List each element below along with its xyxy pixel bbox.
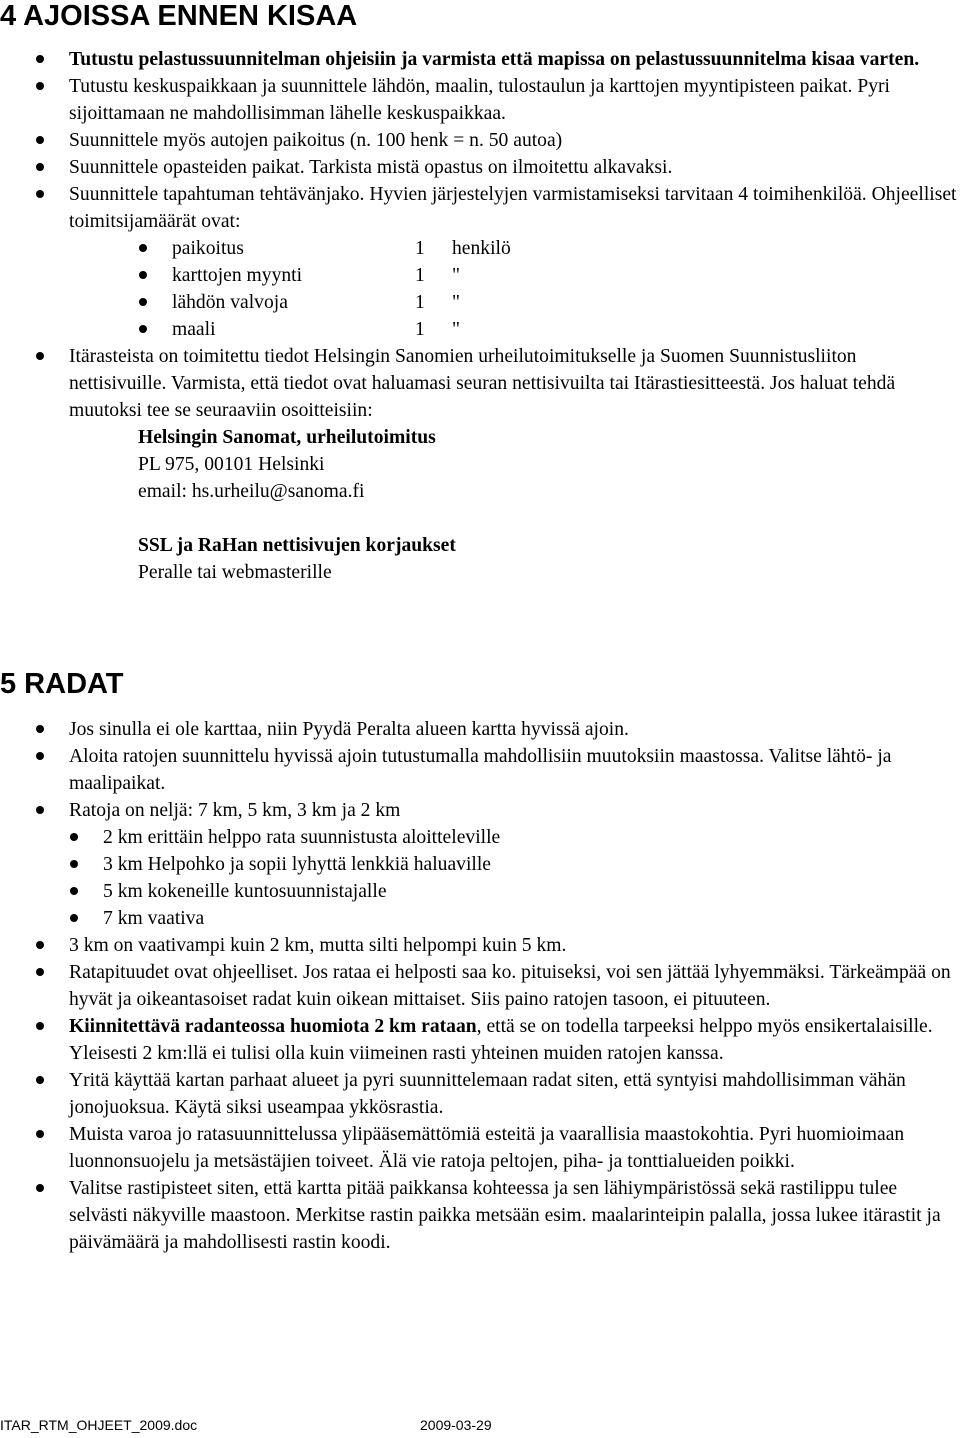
role-row — [69, 289, 958, 316]
address-2-name: SSL ja RaHan nettisivujen korjaukset — [138, 535, 456, 556]
course-item: 3 km Helpohko ja sopii lyhyttä lenkkiä haluaville — [0, 851, 958, 878]
list-item: Jos sinulla ei ole karttaa, niin Pyydä Peralta alueen kartta hyvissä ajoin. — [0, 716, 958, 743]
address-2-line: Peralle tai webmasterille — [138, 562, 332, 583]
role-count: 1 — [415, 265, 425, 286]
role-task: maali — [172, 319, 216, 340]
section-4-heading: 4 AJOISSA ENNEN KISAA — [0, 0, 358, 32]
role-unit: " — [452, 292, 460, 313]
role-task: karttojen myynti — [172, 265, 303, 286]
list-item: Tutustu pelastussuunnitelman ohjeisiin ja varmista että mapissa on pelastussuunnitelma kisaa varten. — [0, 46, 958, 73]
press-info-text: Itärasteista on toimitettu tiedot Helsingin Sanomien urheilutoimitukselle ja Suomen Suunnistusliiton nettisivuille. Varmista, että tiedot ovat haluamasi seuran nettisivuilta tai Itärastiesitteestä. Jos haluat tehdä muutoksi tee se seuraaviin osoitteisiin: — [69, 346, 896, 421]
list-item: Valitse rastipisteet siten, että kartta pitää paikkansa kohteessa ja sen lähiympäristössä sekä rastilippu tulee selvästi näkyville maastoon. Merkitse rastin paikka metsään esim. maalarinteipin palalla, jossa lukee itärastit ja päivämäärä ja mahdollisesti rastin koodi. — [0, 1175, 958, 1256]
section-4-list — [0, 46, 958, 586]
list-item — [0, 797, 958, 932]
spacer — [138, 505, 958, 532]
address-1-email: email: hs.urheilu@sanoma.fi — [138, 481, 365, 502]
footer-filename: ITAR_RTM_OHJEET_2009.doc — [0, 1417, 198, 1433]
footer-date: 2009-03-29 — [420, 1417, 492, 1433]
list-item: 3 km on vaativampi kuin 2 km, mutta silti helpompi kuin 5 km. — [0, 932, 958, 959]
list-item: Ratapituudet ovat ohjeelliset. Jos rataa ei helposti saa ko. pituiseksi, voi sen jättää lyhyemmäksi. Tärkeämpää on hyvät ja oikeantasoiset radat kuin oikean mittaiset. Siis paino ratojen tasoon, ei pituuteen. — [0, 959, 958, 1013]
address-1-name: Helsingin Sanomat, urheilutoimitus — [138, 427, 436, 448]
list-item — [0, 1013, 958, 1067]
courses-intro: Ratoja on neljä: 7 km, 5 km, 3 km ja 2 km — [69, 800, 401, 821]
role-row — [69, 235, 958, 262]
role-task: paikoitus — [172, 238, 244, 259]
course-item: 5 km kokeneille kuntosuunnistajalle — [0, 878, 958, 905]
role-unit: " — [452, 265, 460, 286]
role-task: lähdön valvoja — [172, 292, 288, 313]
course-item: 7 km vaativa — [0, 905, 958, 932]
task-division-text: Suunnittele tapahtuman tehtävänjako. Hyvien järjestelyjen varmistamiseksi tarvitaan 4 toimihenkilöä. Ohjeelliset toimitsijamäärät ovat: — [69, 184, 957, 232]
role-unit: henkilö — [452, 238, 511, 259]
list-item: Suunnittele opasteiden paikat. Tarkista mistä opastus on ilmoitettu alkavaksi. — [0, 154, 958, 181]
course-item: 2 km erittäin helppo rata suunnistusta aloitteleville — [0, 824, 958, 851]
section-5-list — [0, 716, 958, 1256]
role-row — [69, 316, 958, 343]
list-item — [0, 181, 958, 343]
emphasis-bold: Kiinnitettävä radanteossa huomiota 2 km rataan — [69, 1016, 477, 1037]
role-count: 1 — [415, 292, 425, 313]
list-item: Muista varoa jo ratasuunnittelussa ylipääsemättömiä esteitä ja vaarallisia maastokohtia. Pyri huomioimaan luonnonsuojelu ja metsästäjien toiveet. Älä vie ratoja peltojen, piha- ja tonttialueiden poikki. — [0, 1121, 958, 1175]
role-unit: " — [452, 319, 460, 340]
list-item: Aloita ratojen suunnittelu hyvissä ajoin tutustumalla mahdollisiin muutoksiin maastossa. Valitse lähtö- ja maalipaikat. — [0, 743, 958, 797]
emphasis-rest: , että se on todella tarpeeksi helppo myös ensikertalaisille. Yleisesti 2 km:llä ei tulisi olla kuin viimeinen rasti yhteinen muiden ratojen kanssa. — [69, 1016, 933, 1064]
role-count: 1 — [415, 319, 425, 340]
staff-roles-list — [69, 235, 958, 343]
list-item: Suunnittele myös autojen paikoitus (n. 100 henk = n. 50 autoa) — [0, 127, 958, 154]
list-item: Yritä käyttää kartan parhaat alueet ja pyri suunnittelemaan radat siten, että syntyisi mahdollisimman vähän jonojuoksua. Käytä siksi useampaa ykkösrastia. — [0, 1067, 958, 1121]
address-1-street: PL 975, 00101 Helsinki — [138, 454, 325, 475]
section-5-heading: 5 RADAT — [0, 668, 124, 700]
role-count: 1 — [415, 238, 425, 259]
courses-list — [0, 824, 958, 932]
contact-addresses — [138, 424, 958, 586]
list-item: Tutustu keskuspaikkaan ja suunnittele lähdön, maalin, tulostaulun ja karttojen myyntipisteen paikat. Pyri sijoittamaan ne mahdollisimman lähelle keskuspaikkaa. — [0, 73, 958, 127]
list-item — [0, 343, 958, 586]
role-row — [69, 262, 958, 289]
